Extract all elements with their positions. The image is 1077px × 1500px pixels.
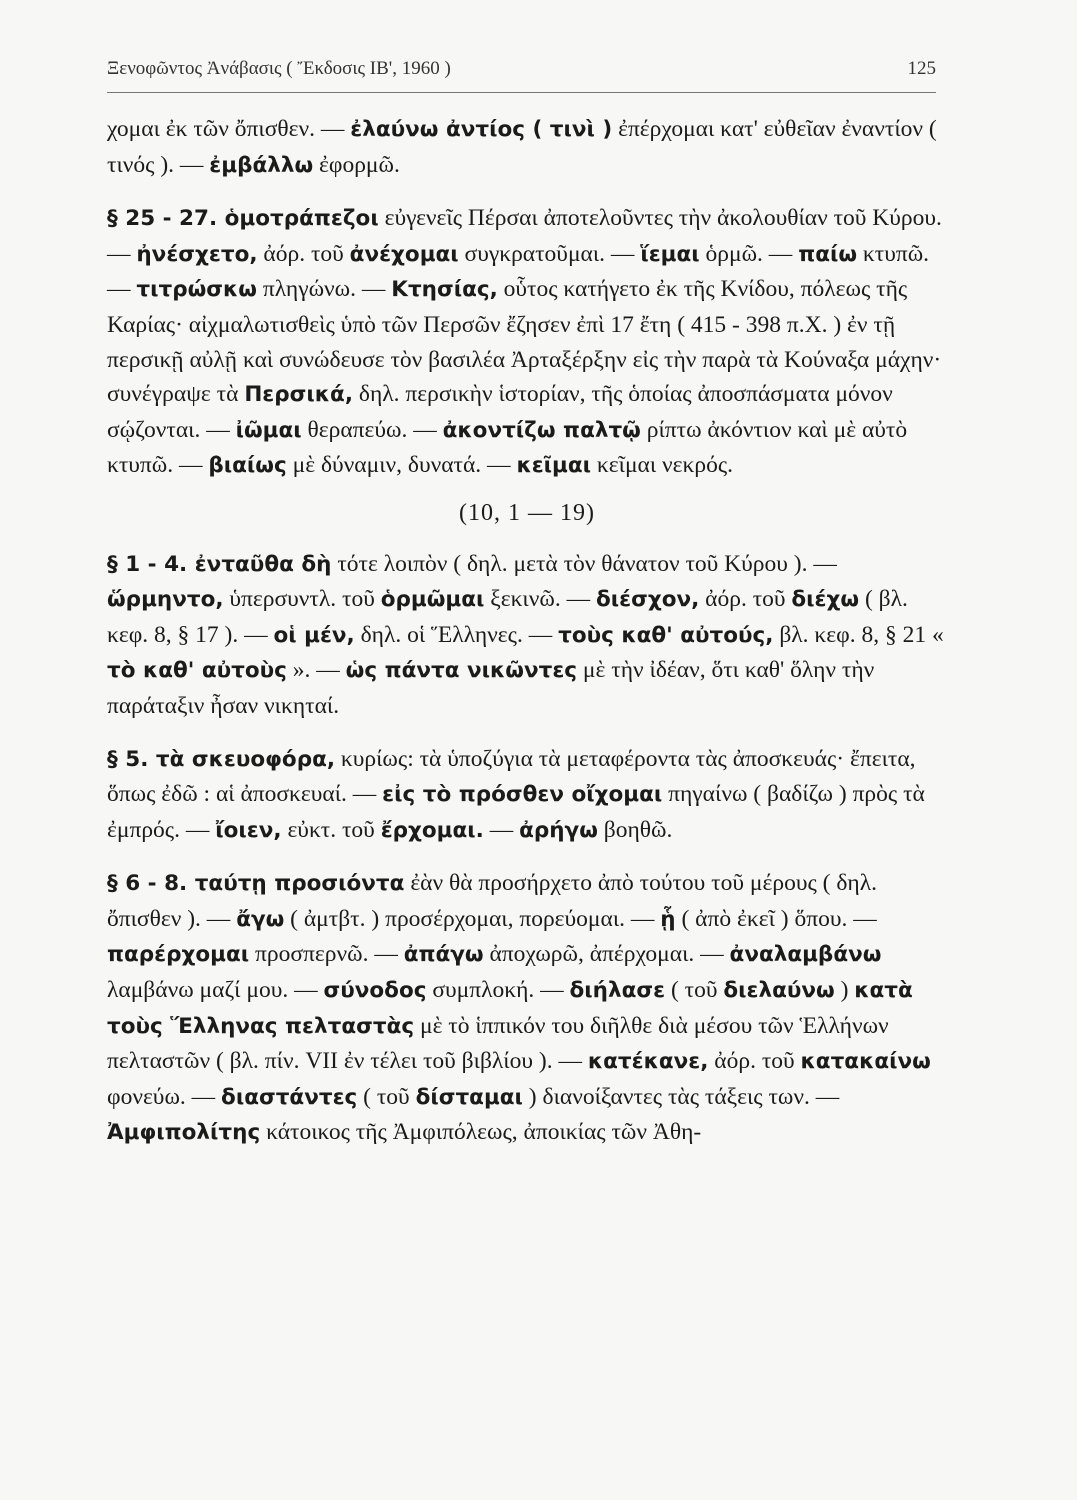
commentary-paragraph bbox=[107, 112, 947, 183]
commentary-paragraph bbox=[107, 742, 947, 849]
gloss-text: τότε λοιπὸν ( δηλ. μετὰ τὸν θάνατον τοῦ Κύρου ). — bbox=[331, 550, 837, 577]
lemma: τιτρώσκω bbox=[136, 277, 257, 303]
gloss-text: κτυπῶ. — bbox=[107, 240, 930, 303]
gloss-text: ». — bbox=[286, 657, 346, 684]
gloss-text: εὐκτ. τοῦ bbox=[281, 816, 381, 843]
lemma: δίσταμαι bbox=[415, 1084, 523, 1110]
lemma: ἐλαύνω ἀντίος ( τινὶ ) bbox=[350, 117, 613, 142]
header-rule bbox=[107, 92, 936, 93]
lemma: παίω bbox=[798, 241, 858, 267]
gloss-text: ἐπέρχομαι κατ' εὐθεῖαν ἐναντίον ( τινός ). — bbox=[107, 116, 937, 178]
lemma: κατακαίνω bbox=[800, 1049, 931, 1075]
lemma: Περσικά, bbox=[244, 382, 353, 408]
gloss-text: ἀόρ. τοῦ bbox=[257, 240, 350, 267]
lemma: διελαύνω bbox=[723, 978, 835, 1004]
gloss-text: βλ. κεφ. 8, § 21 « bbox=[773, 621, 944, 648]
gloss-text: συγκρατοῦμαι. — bbox=[458, 240, 641, 267]
lemma: σύνοδος bbox=[323, 978, 427, 1004]
lemma: κεῖμαι bbox=[516, 453, 592, 479]
gloss-text: θεραπεύω. — bbox=[301, 416, 443, 443]
lemma: τὰ σκευοφόρα, bbox=[155, 746, 336, 772]
gloss-text: — bbox=[483, 816, 520, 843]
gloss-text: ξεκινῶ. — bbox=[484, 586, 596, 613]
gloss-text: ( ἀπὸ ἐκεῖ ) ὅπου. — bbox=[675, 905, 877, 932]
gloss-text: ὑπερσυντλ. τοῦ bbox=[223, 586, 381, 613]
lemma: οἱ μέν, bbox=[273, 622, 355, 648]
gloss-text: οὗτος κατήγετο ἐκ τῆς Κνίδου, πόλεως τῆς Καρίας· αἰχμαλωτισθεὶς ὑπὸ τῶν Περσῶν ἔζησεν ἐπὶ 17 ἔτη ( 415 - 398 π.Χ. ) ἐν τῇ περσικῇ αὐλῇ καὶ συνώδευσε τὸν βασιλέα Ἀρταξέρξην εἰς τὴν παρὰ τὰ Κούναξα μάχην· συνέγραψε τὰ bbox=[107, 276, 942, 408]
lemma: ὥρμηντο, bbox=[107, 587, 224, 613]
gloss-text: μὲ τὸ ἱππικόν του διῆλθε διὰ μέσου τῶν Ἑλλήνων πελταστῶν ( βλ. πίν. VII ἐν τέλει τοῦ βιβλίου ). — bbox=[107, 1012, 889, 1075]
lemma: ἀκοντίζω παλτῷ bbox=[442, 417, 641, 443]
gloss-text: ρίπτω ἀκόντιον καὶ μὲ αὐτὸ κτυπῶ. — bbox=[107, 416, 908, 479]
commentary-body bbox=[107, 112, 947, 1151]
gloss-text: ( τοῦ bbox=[357, 1083, 416, 1110]
page-header bbox=[107, 58, 936, 80]
gloss-text: κάτοικος τῆς Ἀμφιπόλεως, ἀποικίας τῶν Ἀθη- bbox=[260, 1119, 702, 1146]
gloss-text: ὁρμῶ. — bbox=[699, 240, 799, 267]
gloss-text: ( τοῦ bbox=[665, 977, 724, 1004]
gloss-text: δηλ. οἱ Ἕλληνες. — bbox=[354, 621, 559, 648]
gloss-text: πληγώνω. — bbox=[256, 276, 392, 303]
lemma: ἀναλαμβάνω bbox=[729, 942, 882, 968]
lemma: διήλασε bbox=[569, 978, 666, 1004]
lemma: Κτησίας, bbox=[391, 277, 498, 303]
gloss-text: μὲ δύναμιν, δυνατά. — bbox=[286, 452, 517, 479]
lemma: κατέκανε, bbox=[587, 1049, 709, 1075]
lemma: κατὰ τοὺς Ἕλληνας πελταστὰς bbox=[107, 978, 913, 1039]
lemma: ταύτῃ προσιόντα bbox=[194, 871, 405, 897]
gloss-text: λαμβάνω μαζί μου. — bbox=[107, 977, 324, 1004]
lemma: ἵεμαι bbox=[640, 241, 700, 267]
gloss-text: εὐγενεῖς Πέρσαι ἀποτελοῦντες τὴν ἀκολουθίαν τοῦ Κύρου. — bbox=[107, 205, 942, 267]
lemma: ἀρήγω bbox=[519, 817, 598, 843]
lemma: ἀνέχομαι bbox=[349, 241, 459, 267]
gloss-text: φονεύω. — bbox=[107, 1083, 222, 1110]
gloss-text: προσπερνῶ. — bbox=[249, 941, 404, 968]
lemma: ἔρχομαι. bbox=[380, 817, 484, 843]
gloss-text: κεῖμαι νεκρός. bbox=[591, 452, 734, 479]
gloss-text: βοηθῶ. bbox=[597, 816, 673, 843]
gloss-text: ( ἀμτβτ. ) προσέρχομαι, πορεύομαι. — bbox=[284, 905, 661, 932]
lemma: ὁμοτράπεζοι bbox=[224, 206, 379, 232]
lemma: τοὺς καθ' αὐτούς, bbox=[558, 622, 774, 648]
lemma: ἐνταῦθα δὴ bbox=[194, 551, 332, 577]
lemma: ἴοιεν, bbox=[215, 817, 282, 843]
commentary-paragraph bbox=[107, 547, 947, 724]
gloss-text: κυρίως: τὰ ὑποζύγια τὰ μεταφέροντα τὰς ἀποσκευάς· ἔπειτα, ὅπως ἐδῶ : αἱ ἀποσκευαί. — bbox=[107, 745, 916, 808]
lemma: Ἀμφιπολίτης bbox=[107, 1120, 261, 1146]
gloss-text: δηλ. περσικὴν ἱστορίαν, τῆς ὁποίας ἀποσπάσματα μόνον σῴζονται. — bbox=[107, 381, 893, 443]
section-heading bbox=[107, 496, 947, 531]
gloss-text: χομαι ἐκ τῶν ὄπισθεν. — bbox=[107, 116, 351, 142]
commentary-paragraph bbox=[107, 201, 947, 484]
lemma: ἐμβάλλω bbox=[209, 152, 314, 178]
gloss-text: πηγαίνω ( βαδίζω ) πρὸς τὰ ἐμπρός. — bbox=[107, 781, 925, 843]
lemma: § 5. bbox=[107, 746, 156, 772]
lemma: βιαίως bbox=[208, 453, 287, 479]
lemma: ἠνέσχετο, bbox=[136, 241, 258, 267]
page-number: 125 bbox=[907, 58, 936, 79]
lemma: § 6 - 8. bbox=[107, 871, 195, 897]
lemma: ᾗ bbox=[660, 906, 676, 932]
gloss-text: μὲ τὴν ἰδέαν, ὅτι καθ' ὅλην τὴν παράταξιν ἦσαν νικηταί. bbox=[107, 657, 875, 719]
gloss-text: (10, 1 — 19) bbox=[459, 499, 595, 526]
running-title: Ξενοφῶντος Ἀνάβασις ( Ἔκδοσις ΙΒ', 1960 ) bbox=[107, 58, 451, 79]
lemma: ἄγω bbox=[236, 906, 285, 932]
lemma: ὁρμῶμαι bbox=[380, 587, 485, 613]
gloss-text: ( βλ. κεφ. 8, § 17 ). — bbox=[107, 586, 908, 648]
lemma: ἀπάγω bbox=[403, 942, 484, 968]
lemma: εἰς τὸ πρόσθεν οἴχομαι bbox=[382, 782, 663, 808]
lemma: § 25 - 27. bbox=[107, 206, 225, 232]
lemma: παρέρχομαι bbox=[107, 942, 250, 968]
lemma: § 1 - 4. bbox=[107, 551, 195, 577]
gloss-text: ) διανοίξαντες τὰς τάξεις των. — bbox=[522, 1083, 840, 1110]
gloss-text: συμπλοκή. — bbox=[426, 977, 570, 1004]
lemma: τὸ καθ' αὐτοὺς bbox=[107, 658, 287, 684]
gloss-text: ἐφορμῶ. bbox=[313, 151, 400, 178]
lemma: ἰῶμαι bbox=[235, 417, 302, 443]
gloss-text: ἀποχωρῶ, ἀπέρχομαι. — bbox=[483, 941, 730, 968]
commentary-paragraph bbox=[107, 866, 947, 1151]
lemma: διέχω bbox=[791, 587, 860, 613]
gloss-text: ἀόρ. τοῦ bbox=[708, 1048, 801, 1075]
lemma: διαστάντες bbox=[221, 1084, 358, 1110]
lemma: διέσχον, bbox=[595, 587, 700, 613]
lemma: ὡς πάντα νικῶντες bbox=[345, 658, 578, 684]
gloss-text: ἀόρ. τοῦ bbox=[699, 586, 792, 613]
gloss-text: ) bbox=[834, 977, 855, 1004]
gloss-text: ἐὰν θὰ προσήρχετο ἀπὸ τούτου τοῦ μέρους ( δηλ. ὄπισθεν ). — bbox=[107, 870, 877, 932]
